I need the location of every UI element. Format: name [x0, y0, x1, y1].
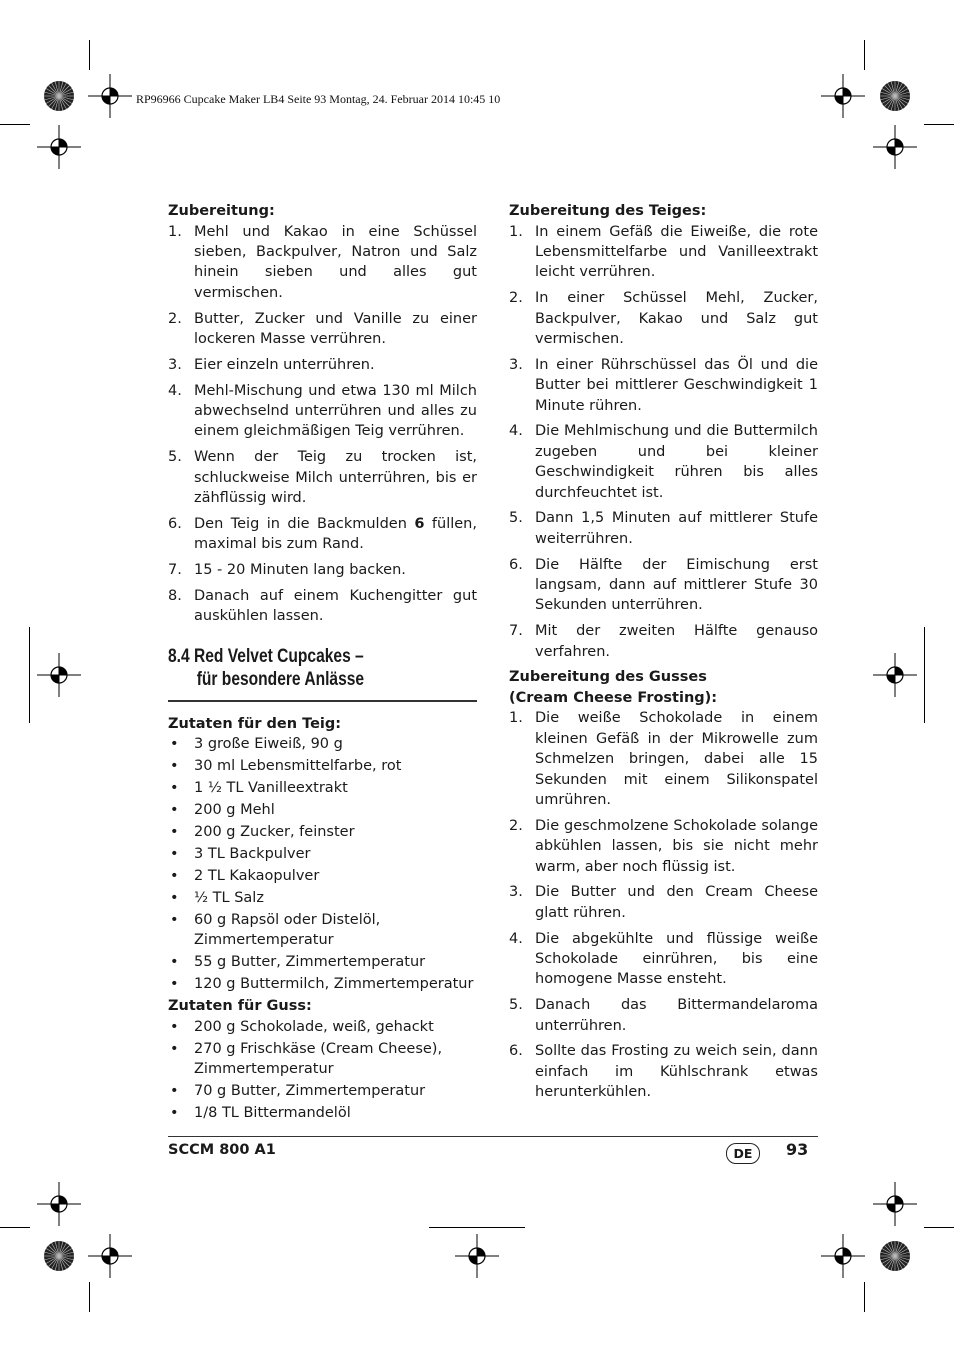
crop-mark	[864, 40, 865, 70]
step-item	[168, 355, 477, 375]
ingredient-text: 2 TL Kakaopulver	[194, 868, 320, 885]
frosting-heading-line1: Zubereitung des Gusses	[509, 669, 707, 686]
footer-model: SCCM 800 A1	[168, 1142, 276, 1158]
step-text: In einer Schüssel Mehl, Zucker, Backpulver, Kakao und Salz gut vermischen.	[535, 290, 818, 347]
bullet-icon: •	[170, 1018, 179, 1035]
ingredient-item	[168, 1017, 477, 1037]
step-item	[168, 222, 477, 304]
bullet-icon: •	[170, 780, 179, 797]
step-number: 3.	[168, 356, 182, 373]
step-item	[168, 447, 477, 508]
step-item	[509, 882, 818, 923]
crop-mark	[924, 627, 925, 723]
step-number: 5.	[509, 510, 523, 527]
bullet-icon: •	[170, 1105, 179, 1122]
language-badge: DE	[726, 1143, 760, 1164]
bullet-icon: •	[170, 912, 179, 929]
step-text: Eier einzeln unterrühren.	[194, 356, 375, 373]
ingredient-text: 1/8 TL Bittermandelöl	[194, 1105, 351, 1122]
bullet-icon: •	[170, 954, 179, 971]
step-item	[509, 621, 818, 662]
crosshair-icon	[455, 1234, 499, 1278]
step-item	[509, 508, 818, 549]
step-number: 5.	[168, 449, 182, 466]
step-number: 4.	[509, 423, 523, 440]
step-text: In einer Rührschüssel das Öl und die Butter bei mittlerer Geschwindigkeit 1 Minute rühren.	[535, 356, 818, 414]
section-divider	[168, 700, 477, 702]
step-number: 2.	[509, 817, 523, 834]
step-text: Butter, Zucker und Vanille zu einer lockeren Masse verrühren.	[194, 310, 477, 347]
ingredient-text: 270 g Frischkäse (Cream Cheese), Zimmertemperatur	[194, 1040, 443, 1078]
crosshair-icon	[821, 74, 865, 118]
step-item	[509, 355, 818, 416]
ingredient-text: 1 ½ TL Vanilleextrakt	[194, 780, 348, 797]
step-text	[194, 516, 477, 552]
ingredient-item	[168, 1081, 477, 1101]
print-header: RP96966 Cupcake Maker LB4 Seite 93 Montag, 24. Februar 2014 10:45 10	[136, 92, 501, 106]
registration-starburst-icon	[43, 80, 75, 112]
step-number: 7.	[168, 561, 182, 578]
step-number: 3.	[509, 356, 523, 373]
ingredient-item	[168, 1039, 477, 1080]
step-number: 7.	[509, 623, 523, 640]
crop-mark	[29, 627, 30, 723]
ingredient-text: 3 TL Backpulver	[194, 846, 311, 863]
step-text: Die weiße Schokolade in einem kleinen Gefäß in der Mikrowelle zum Schmelzen bringen, dabei alle 15 Sekunden mit einem Silikonspatel umrühren.	[535, 710, 818, 808]
step-number: 1.	[168, 223, 182, 240]
bullet-icon: •	[170, 802, 179, 819]
glaze-ingredients-heading: Zutaten für Guss:	[168, 998, 312, 1015]
step-text: Danach das Bittermandelaroma unterrühren.	[535, 997, 818, 1034]
step-number: 6.	[509, 556, 523, 573]
ingredient-item	[168, 888, 477, 908]
step-text: Die geschmolzene Schokolade solange abkühlen lassen, bis sie nicht mehr warm, aber noch flüssig ist.	[535, 817, 818, 875]
registration-starburst-icon	[43, 1240, 75, 1272]
ingredient-item	[168, 844, 477, 864]
registration-starburst-icon	[879, 80, 911, 112]
step-item	[509, 708, 818, 810]
step-item	[509, 222, 818, 283]
step-text: In einem Gefäß die Eiweiße, die rote Lebensmittelfarbe und Vanilleextrakt leicht verrühren.	[535, 223, 818, 281]
footer-divider	[168, 1136, 818, 1137]
crop-mark	[924, 1227, 954, 1228]
bullet-icon: •	[170, 736, 179, 753]
ingredient-text: 3 große Eiweiß, 90 g	[194, 736, 343, 753]
ingredient-item	[168, 734, 477, 754]
bullet-icon: •	[170, 1040, 179, 1057]
step-number: 5.	[509, 997, 523, 1014]
ingredient-text: 200 g Zucker, feinster	[194, 824, 355, 841]
step-number: 3.	[509, 884, 523, 901]
section-title-line2: für besondere Anlässe	[196, 668, 365, 690]
step-text-after: füllen, maximal bis zum Rand.	[194, 515, 477, 553]
step-number: 1.	[509, 223, 523, 240]
step-item	[509, 288, 818, 349]
prep-steps-list	[168, 222, 477, 627]
bullet-icon: •	[170, 868, 179, 885]
ingredient-text: 70 g Butter, Zimmertemperatur	[194, 1083, 426, 1100]
step-item	[509, 421, 818, 503]
step-text-before: Den Teig in die Backmulden	[194, 515, 415, 532]
step-item	[509, 995, 818, 1036]
ingredient-text: ½ TL Salz	[194, 890, 264, 907]
step-item	[168, 381, 477, 442]
step-number: 4.	[509, 930, 523, 947]
frosting-steps-list	[509, 708, 818, 1102]
step-text: Die abgekühlte und flüssige weiße Schokolade einrühren, bis eine homogene Masse ensteht.	[535, 930, 818, 988]
glaze-ingredients-list	[168, 1017, 477, 1124]
crop-mark	[89, 40, 90, 70]
ingredient-item	[168, 756, 477, 776]
step-number: 2.	[509, 290, 523, 307]
section-title	[168, 645, 421, 691]
step-text: Danach auf einem Kuchengitter gut auskühlen lassen.	[194, 587, 477, 625]
step-number: 2.	[168, 310, 182, 327]
crosshair-icon	[37, 1182, 81, 1226]
bullet-icon: •	[170, 846, 179, 863]
step-item	[509, 1041, 818, 1102]
step-number: 4.	[168, 382, 182, 399]
ingredient-item	[168, 910, 477, 951]
ingredient-text: 200 g Schokolade, weiß, gehackt	[194, 1018, 434, 1035]
bullet-icon: •	[170, 890, 179, 907]
step-number: 6.	[509, 1043, 523, 1060]
ingredient-item	[168, 974, 477, 994]
right-column	[509, 201, 818, 1108]
step-text: Die Butter und den Cream Cheese glatt rühren.	[535, 884, 818, 921]
step-item	[168, 514, 477, 555]
frosting-heading-line2: (Cream Cheese Frosting):	[509, 689, 718, 706]
step-text: Sollte das Frosting zu weich sein, dann einfach im Kühlschrank etwas herunterkühlen.	[535, 1043, 818, 1101]
crosshair-icon	[37, 653, 81, 697]
crosshair-icon	[88, 1234, 132, 1278]
step-text: Die Hälfte der Eimischung erst langsam, dann auf mittlerer Stufe 30 Sekunden unterrühren.	[535, 556, 818, 614]
crosshair-icon	[821, 1234, 865, 1278]
ingredient-text: 55 g Butter, Zimmertemperatur	[194, 954, 426, 971]
section-title-line1: 8.4 Red Velvet Cupcakes –	[168, 645, 364, 667]
step-number: 6.	[168, 515, 182, 532]
step-item	[168, 309, 477, 350]
crop-mark	[0, 1227, 30, 1228]
ingredient-text: 200 g Mehl	[194, 802, 275, 819]
dough-ingredients-heading: Zutaten für den Teig:	[168, 715, 342, 732]
step-item	[509, 816, 818, 877]
ingredient-text: 120 g Buttermilch, Zimmertemperatur	[194, 976, 474, 993]
ingredient-item	[168, 778, 477, 798]
crosshair-icon	[873, 1182, 917, 1226]
page-number: 93	[786, 1140, 809, 1159]
step-item	[168, 586, 477, 627]
ingredient-item	[168, 822, 477, 842]
crop-mark	[864, 1282, 865, 1312]
crop-mark	[0, 124, 30, 125]
dough-prep-heading: Zubereitung des Teiges:	[509, 203, 707, 219]
ingredient-text: 60 g Rapsöl oder Distelöl, Zimmertemperatur	[194, 912, 381, 949]
step-item	[168, 560, 477, 580]
left-column	[168, 201, 477, 1125]
step-number: 8.	[168, 587, 182, 604]
crop-mark	[924, 124, 954, 125]
ingredient-item	[168, 1103, 477, 1123]
step-text: Die Mehlmischung und die Buttermilch zugeben und bei kleiner Geschwindigkeit rühren bis alles durchfeuchtet ist.	[535, 423, 818, 501]
crop-mark	[429, 1227, 525, 1228]
crosshair-icon	[873, 125, 917, 169]
step-text: Wenn der Teig zu trocken ist, schluckweise Milch unterrühren, bis er zähflüssig wird.	[194, 449, 477, 506]
crosshair-icon	[88, 74, 132, 118]
step-text: Dann 1,5 Minuten auf mittlerer Stufe weiterrühren.	[535, 510, 818, 547]
frosting-heading	[509, 667, 818, 708]
bullet-icon: •	[170, 758, 179, 775]
step-text-bold: 6	[414, 515, 425, 532]
step-item	[509, 929, 818, 990]
crop-mark	[89, 1282, 90, 1312]
ingredient-text: 30 ml Lebensmittelfarbe, rot	[194, 758, 402, 775]
ingredient-item	[168, 866, 477, 886]
bullet-icon: •	[170, 1083, 179, 1100]
step-text: 15 - 20 Minuten lang backen.	[194, 561, 406, 578]
step-text: Mehl und Kakao in eine Schüssel sieben, Backpulver, Natron und Salz hinein sieben und alles gut vermischen.	[194, 223, 477, 301]
dough-ingredients-list	[168, 734, 477, 995]
registration-starburst-icon	[879, 1240, 911, 1272]
ingredient-item	[168, 952, 477, 972]
step-item	[509, 555, 818, 616]
step-text: Mit der zweiten Hälfte genauso verfahren.	[535, 623, 818, 660]
crosshair-icon	[873, 653, 917, 697]
dough-prep-steps-list	[509, 222, 818, 662]
bullet-icon: •	[170, 824, 179, 841]
crosshair-icon	[37, 125, 81, 169]
step-text: Mehl-Mischung und etwa 130 ml Milch abwechselnd unterrühren und alles zu einem gleichmäßigen Teig verrühren.	[194, 382, 477, 440]
bullet-icon: •	[170, 976, 179, 993]
ingredient-item	[168, 800, 477, 820]
prep-heading: Zubereitung:	[168, 203, 275, 219]
step-number: 1.	[509, 710, 523, 727]
